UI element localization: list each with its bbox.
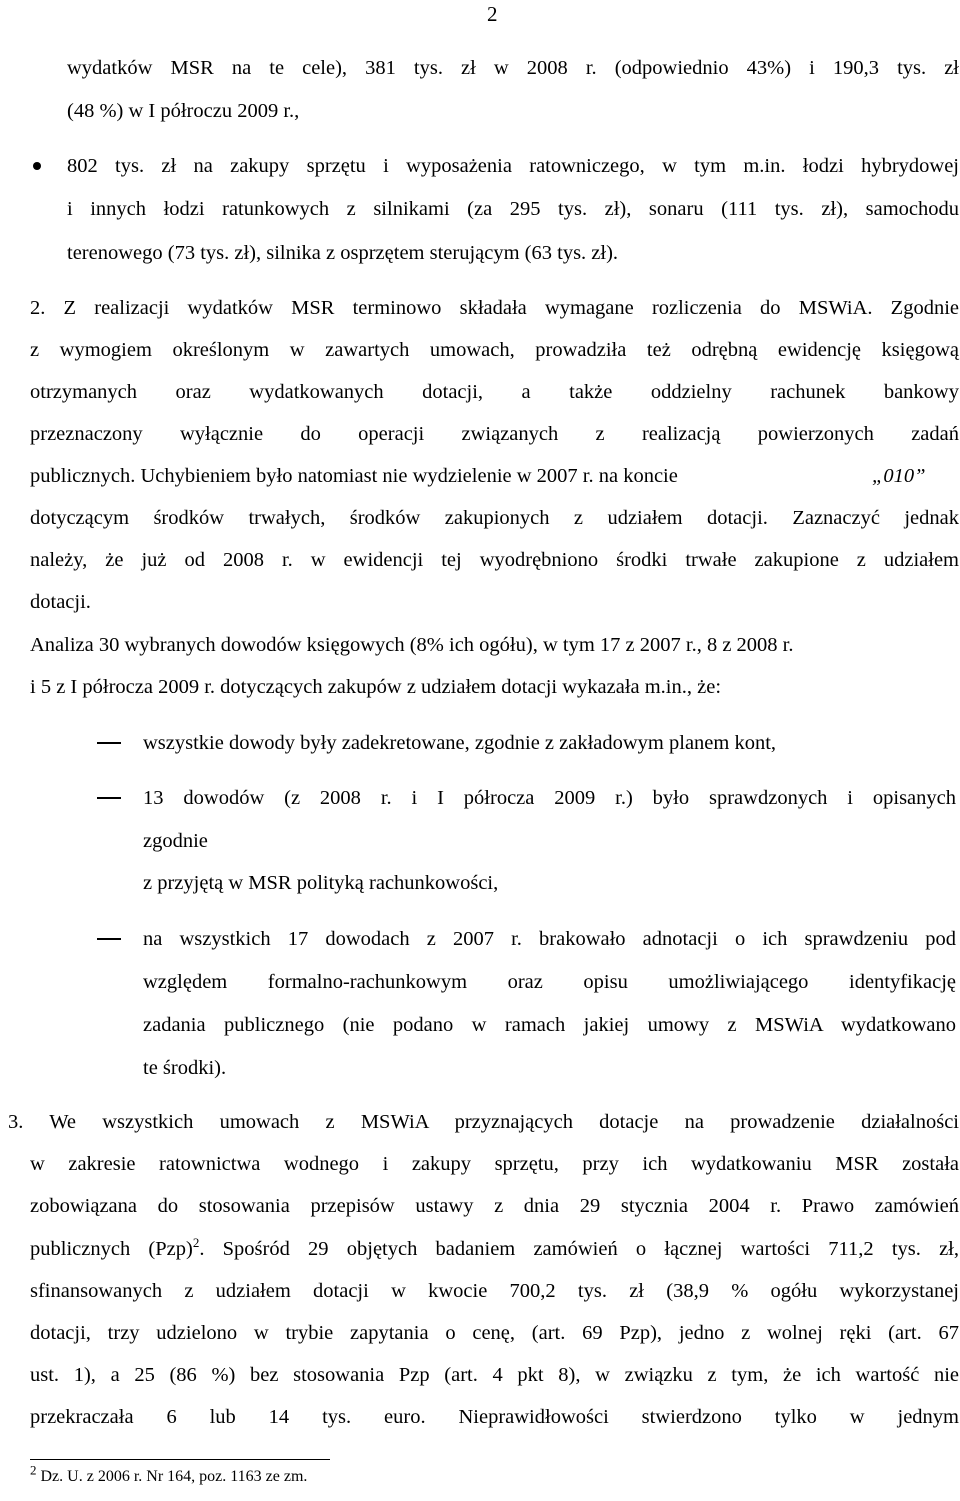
text-line: sfinansowanych z udziałem dotacji w kwocie 700,2 tys. zł (38,9 % ogółu wykorzystanej — [30, 1280, 959, 1302]
text-line: dotacji. — [30, 591, 91, 613]
text-line: 2. Z realizacji wydatków MSR terminowo składała wymagane rozliczenia do MSWiA. Zgodnie — [30, 297, 959, 319]
text-line: zobowiązana do stosowania przepisów ustawy z dnia 29 stycznia 2004 r. Prawo zamówień — [30, 1195, 959, 1217]
text-line: na wszystkich 17 dowodach z 2007 r. brakowało adnotacji o ich sprawdzeniu pod — [143, 928, 956, 950]
text-line: przekraczała 6 lub 14 tys. euro. Nieprawidłowości stwierdzono tylko w jednym — [30, 1406, 959, 1428]
text-line: 802 tys. zł na zakupy sprzętu i wyposażenia ratowniczego, w tym m.in. łodzi hybrydowej — [67, 155, 959, 177]
text-line: z wymogiem określonym w zawartych umowach, prowadziła też odrębną ewidencję księgową — [30, 339, 959, 361]
dash-icon — [97, 742, 121, 744]
text-line: (48 %) w I półroczu 2009 r., — [67, 100, 300, 122]
dash-icon — [97, 797, 121, 799]
text-line: ust. 1), a 25 (86 %) bez stosowania Pzp (art. 4 pkt 8), w związku z tym, że ich wartość nie — [30, 1364, 959, 1386]
text-span: publicznych (Pzp) — [30, 1238, 193, 1260]
text-line: wszystkie dowody były zadekretowane, zgodnie z zakładowym planem kont, — [143, 732, 777, 754]
text-line: w zakresie ratownictwa wodnego i zakupy sprzętu, przy ich wydatkowaniu MSR została — [30, 1153, 959, 1175]
footnote-separator — [30, 1459, 330, 1460]
account-number: „010” — [872, 465, 926, 487]
text-span: . Spośród 29 objętych badaniem zamówień o łącznej wartości 711,2 tys. zł, — [199, 1238, 960, 1260]
text-line: zgodnie — [143, 830, 208, 852]
text-line: względem formalno-rachunkowym oraz opisu umożliwiającego identyfikację — [143, 971, 956, 993]
text-line: otrzymanych oraz wydatkowanych dotacji, a także oddzielny rachunek bankowy — [30, 381, 959, 403]
text-line: wydatków MSR na te cele), 381 tys. zł w 2008 r. (odpowiednio 43%) i 190,3 tys. zł — [67, 57, 959, 79]
footnote — [30, 1462, 308, 1486]
text-line: Analiza 30 wybranych dowodów księgowych (8% ich ogółu), w tym 17 z 2007 r., 8 z 2008 r. — [30, 634, 794, 656]
text-line: przeznaczony wyłącznie do operacji związanych z realizacją powierzonych zadań — [30, 423, 959, 445]
footnote-marker: 2 — [30, 1462, 37, 1478]
text-line: te środki). — [143, 1057, 227, 1079]
text-line: i innych łodzi ratunkowych z silnikami (za 295 tys. zł), sonaru (111 tys. zł), samochodu — [67, 198, 959, 220]
text-line-with-account — [30, 463, 959, 489]
page-number: 2 — [487, 2, 498, 26]
footnote-ref: 2 — [192, 1235, 200, 1251]
text-line: publicznych. Uchybieniem było natomiast nie wydzielenie w 2007 r. na koncie — [30, 465, 678, 487]
text-line: 13 dowodów (z 2008 r. i I półrocza 2009 r.) było sprawdzonych i opisanych — [143, 787, 956, 809]
text-line: zadania publicznego (nie podano w ramach jakiej umowy z MSWiA wydatkowano — [143, 1014, 956, 1036]
text-line: z przyjętą w MSR polityką rachunkowości, — [143, 872, 499, 894]
dash-icon — [97, 938, 121, 940]
text-line: dotacji, trzy udzielono w trybie zapytania o cenę, (art. 69 Pzp), jedno z wolnej ręki (art. 67 — [30, 1322, 959, 1344]
text-line: dotyczącym środków trwałych, środków zakupionych z udziałem dotacji. Zaznaczyć jednak — [30, 507, 959, 529]
text-line: należy, że już od 2008 r. w ewidencji tej wyodrębniono środki trwałe zakupione z udziałem — [30, 549, 959, 571]
text-line: 3. We wszystkich umowach z MSWiA przyznających dotacje na prowadzenie działalności — [8, 1111, 959, 1133]
text-line: i 5 z I półrocza 2009 r. dotyczących zakupów z udziałem dotacji wykazała m.in., że: — [30, 676, 722, 698]
bullet-icon — [33, 162, 41, 170]
footnote-text: Dz. U. z 2006 r. Nr 164, poz. 1163 ze zm. — [36, 1468, 308, 1485]
text-line: terenowego (73 tys. zł), silnika z osprzętem sterującym (63 tys. zł). — [67, 242, 619, 264]
text-line-with-footnote — [30, 1236, 959, 1262]
